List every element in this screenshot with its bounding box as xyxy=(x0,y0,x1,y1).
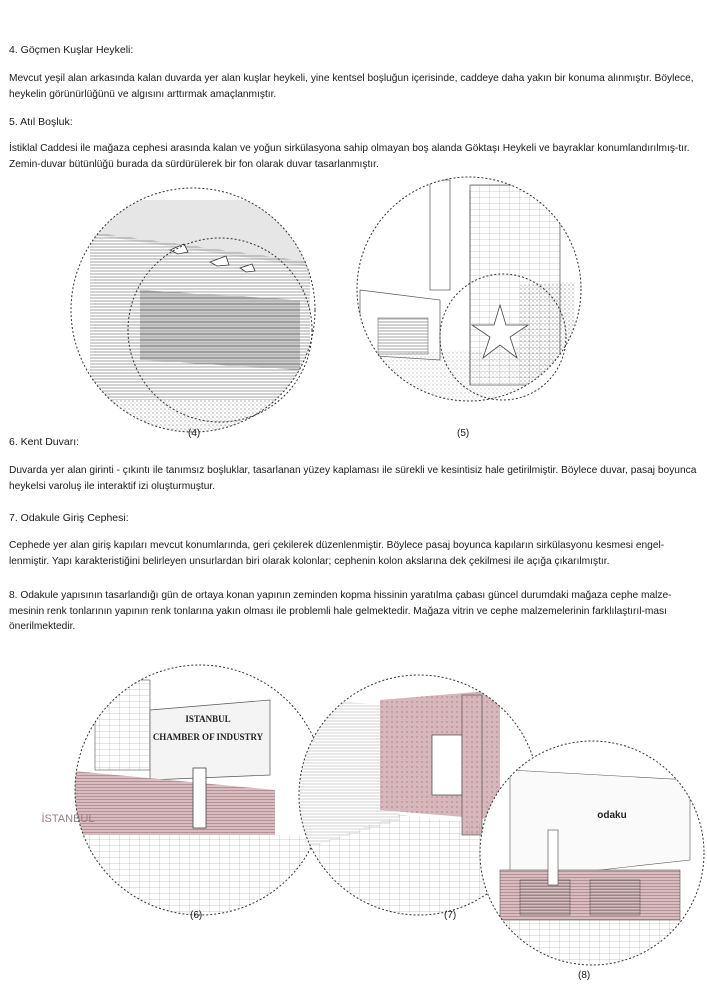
figure-7-caption: (7) xyxy=(444,910,457,921)
section-5-body: İstiklal Caddesi ile mağaza cephesi arasında kalan ve yoğun sirkülasyona sahip olmayan boş alanda Göktaşı Heykeli ve bayraklar konumlandırılmış-tır. Zemin-duvar bütünlüğü burada da sürdürülerek bir fon olarak duvar tasarlanmıştır. xyxy=(9,143,690,170)
fig6-sign-line1: ISTANBUL xyxy=(185,714,231,724)
figure-6 xyxy=(5,665,335,920)
fig6-sign-line2: CHAMBER OF INDUSTRY xyxy=(152,732,264,742)
section-4-body: Mevcut yeşil alan arkasında kalan duvarda yer alan kuşlar heykeli, yine kentsel boşluğun içerisinde, caddeye daha yakın bir konuma alınmıştır. Böylece, heykelin görünürlüğünü ve algısını arttırmak amaçlanmıştır. xyxy=(9,73,694,100)
section-8-body: 8. Odakule yapısının tasarlandığı gün de ortaya konan yapının zeminden kopma hissinin yaratılma çabası güncel durumdaki mağaza cephe malze-mesinin renk tonlarının yapının renk tonlarına yakın olması ile problemli hale gelmektedir. Mağaza vitrin ve cephe malzemelerinin farklılaştırıl-ması önerilmektedir. xyxy=(9,590,672,632)
figure-4 xyxy=(60,180,330,440)
figure-6-caption: (6) xyxy=(190,910,203,921)
section-6-heading: 6. Kent Duvarı: xyxy=(9,436,80,448)
section-4-heading: 4. Göçmen Kuşlar Heykeli: xyxy=(9,44,134,56)
section-7-body: Cephede yer alan giriş kapıları mevcut konumlarında, geri çekilerek düzenlenmiştir. Böylece pasaj boyunca kapıların sirkülasyonu kesmesi engel-lenmiştir. Yapı karakteristiğini belirleyen unsurlardan biri olarak kolonlar; cephenin kolon akslarına dek çekilmesi ile açığa çıkarılmıştır. xyxy=(9,540,665,567)
section-7-heading: 7. Odakule Giriş Cephesi: xyxy=(9,512,129,524)
figure-5-caption: (5) xyxy=(457,428,470,439)
section-6-body: Duvarda yer alan girinti - çıkıntı ile tanımsız boşluklar, tasarlanan yüzey kaplaması ile sürekli ve kesintisiz hale getirilmiştir. Böylece duvar, pasaj boyunca heykelsi varoluş ile interaktif izi oluşturmuştur. xyxy=(9,465,697,492)
figure-8-caption: (8) xyxy=(578,970,591,981)
section-5-heading: 5. Atıl Boşluk: xyxy=(9,116,73,128)
figure-8 xyxy=(480,740,705,970)
figure-5 xyxy=(355,175,585,405)
figure-4-caption: (4) xyxy=(188,428,201,439)
fig8-logo: odaku xyxy=(597,810,627,821)
fig6-wall-text: İSTANBUL xyxy=(41,813,95,825)
